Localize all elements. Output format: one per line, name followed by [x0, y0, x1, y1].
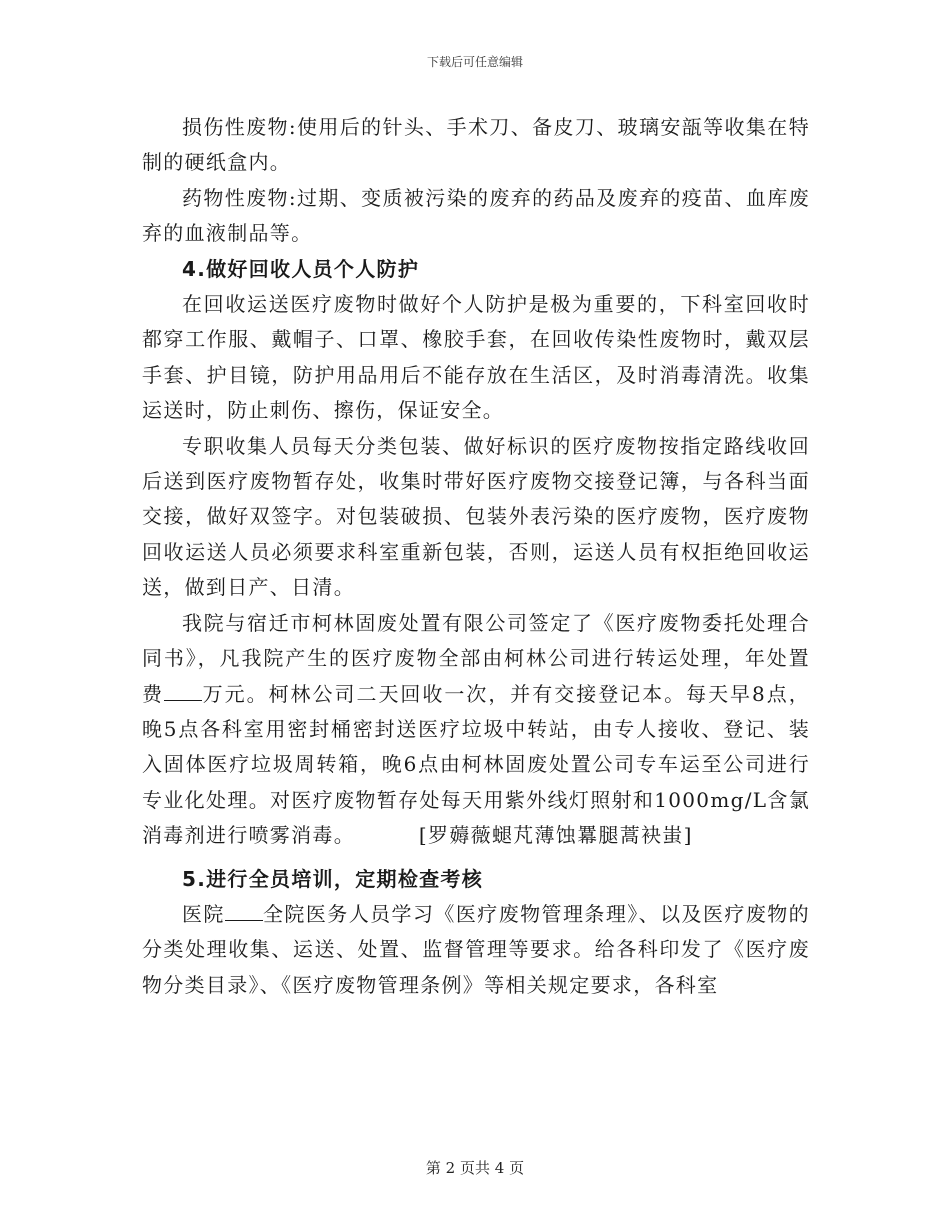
paragraph-disposal-contract — [142, 606, 810, 854]
paragraph-staff-training-part1: 医院 — [182, 901, 225, 926]
paragraph-pharmaceutical-waste: 药物性废物:过期、变质被污染的废弃的药品及废弃的疫苗、血库废弃的血液制品等。 — [142, 185, 810, 246]
fill-in-blank — [164, 682, 202, 701]
fill-in-blank — [225, 902, 263, 921]
section-heading-4: 4.做好回收人员个人防护 — [182, 256, 420, 281]
paragraph-disposal-contract-part2: 万元。柯林公司二天回收一次，并有交接登记本。每天早8点，晚5点各科室用密封桶密封送医疗垃圾中转站，由专人接收、登记、装入固体医疗垃圾周转箱，晚6点由柯林固废处置公司专车运至公司进行专业化处理。对医疗废物暂存处每天用紫外线灯照射和1000mg/L含氯消毒剂进行喷雾消毒。 — [142, 681, 810, 848]
section-heading-5: 5.进行全员培训，定期检查考核 — [182, 866, 484, 891]
paragraph-staff-training-part2: 全院医务人员学习《医疗废物管理条理》、以及医疗废物的分类处理收集、运送、处置、监督管理等要求。给各科印发了《医疗废物分类目录》、《医疗废物管理条例》等相关规定要求，各科室 — [142, 901, 810, 997]
paragraph-staff-training — [142, 897, 810, 1003]
garbled-annotation: [罗薅薇螁芃薄蚀羃腿蒿袂蚩] — [418, 823, 693, 848]
paragraph-personal-protection: 在回收运送医疗废物时做好个人防护是极为重要的，下科室回收时都穿工作服、戴帽子、口罩、橡胶手套，在回收传染性废物时，戴双层手套、护目镜，防护用品用后不能存放在生活区，及时消毒清洗。收集运送时，防止刺伤、擦伤，保证安全。 — [142, 292, 810, 423]
page-header-note: 下载后可任意编辑 — [426, 55, 523, 69]
page-number-footer: 第 2 页共 4 页 — [425, 1159, 525, 1177]
paragraph-sharps-waste: 损伤性废物:使用后的针头、手术刀、备皮刀、玻璃安瓿等收集在特制的硬纸盒内。 — [142, 115, 810, 175]
document-body — [142, 110, 810, 1003]
paragraph-disposal-contract-part1: 我院与宿迁市柯林固废处置有限公司签定了《医疗废物委托处理合同书》，凡我院产生的医疗废物全部由柯林公司进行转运处理，年处置费 — [142, 610, 810, 706]
paragraph-collection-staff: 专职收集人员每天分类包装、做好标识的医疗废物按指定路线收回后送到医疗废物暂存处，收集时带好医疗废物交接登记簿，与各科当面交接，做好双签字。对包装破损、包装外表污染的医疗废物，医疗废物回收运送人员必须要求科室重新包装，否则，运送人员有权拒绝回收运送，做到日产、日清。 — [142, 433, 810, 600]
